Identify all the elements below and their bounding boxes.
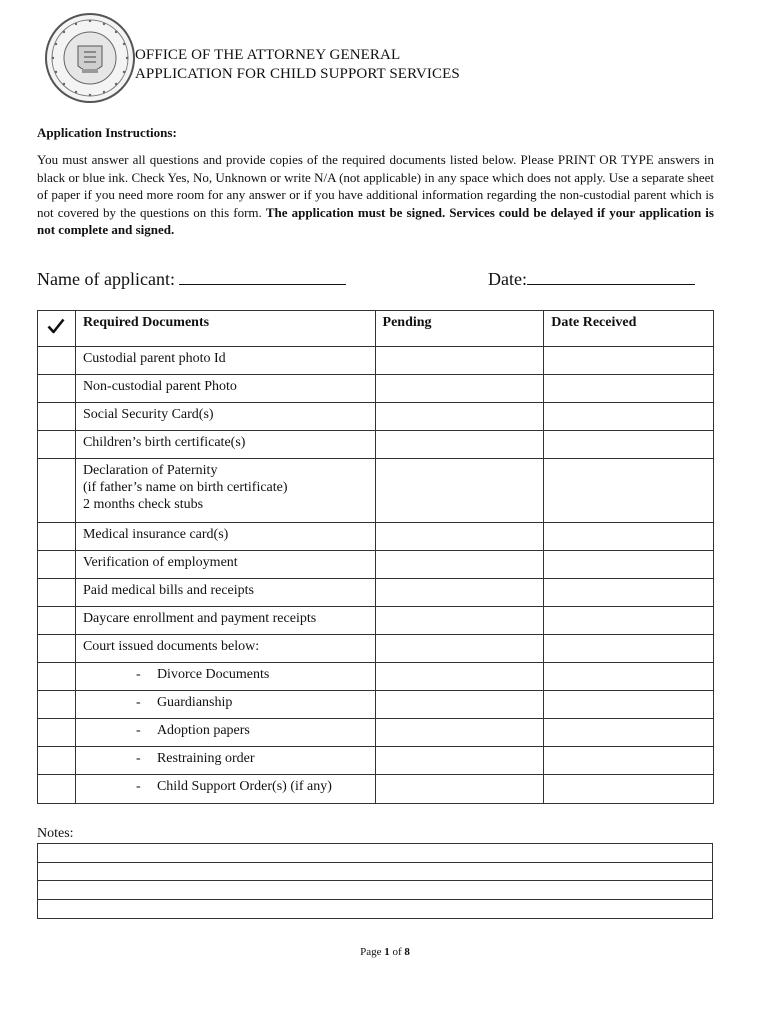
date-received-cell[interactable]: [544, 523, 714, 551]
document-name: Divorce Documents: [156, 667, 270, 682]
notes-line[interactable]: [38, 844, 712, 863]
document-name: Guardianship: [156, 695, 233, 710]
document-name: Verification of employment: [82, 555, 238, 570]
instructions-heading: Application Instructions:: [37, 125, 177, 140]
pending-cell[interactable]: [375, 375, 544, 403]
applicant-name-field[interactable]: [179, 269, 346, 285]
list-dash: -: [135, 751, 141, 766]
document-name-cell: [75, 375, 375, 403]
document-name: Court issued documents below:: [82, 639, 260, 654]
document-name-cell: [75, 691, 375, 719]
pending-header: Pending: [375, 311, 544, 347]
check-cell[interactable]: [38, 403, 76, 431]
check-cell[interactable]: [38, 635, 76, 663]
date-received-cell[interactable]: [544, 775, 714, 804]
pending-cell[interactable]: [375, 403, 544, 431]
check-column-header: [38, 311, 76, 347]
document-name: Declaration of Paternity: [82, 463, 218, 478]
pending-cell[interactable]: [375, 747, 544, 775]
document-name: Child Support Order(s) (if any): [156, 779, 332, 794]
table-row: [38, 431, 714, 459]
document-name: Custodial parent photo Id: [82, 351, 226, 366]
page-word: Page: [360, 946, 382, 958]
pending-cell[interactable]: [375, 347, 544, 375]
document-name: Social Security Card(s): [82, 407, 214, 422]
office-title: OFFICE OF THE ATTORNEY GENERAL: [135, 47, 401, 63]
pending-cell[interactable]: [375, 691, 544, 719]
table-row: [38, 403, 714, 431]
document-name: Daycare enrollment and payment receipts: [82, 611, 317, 626]
check-cell[interactable]: [38, 459, 76, 523]
date-received-cell[interactable]: [544, 431, 714, 459]
document-name: Adoption papers: [156, 723, 250, 738]
of-word: of: [392, 946, 402, 958]
date-received-cell[interactable]: [544, 607, 714, 635]
notes-box: [37, 843, 713, 919]
notes-label: Notes:: [37, 826, 74, 841]
check-cell[interactable]: [38, 375, 76, 403]
table-row: [38, 347, 714, 375]
attorney-general-seal-icon: [44, 12, 136, 104]
document-name: Paid medical bills and receipts: [82, 583, 254, 598]
table-row: [38, 663, 714, 691]
pending-cell[interactable]: [375, 719, 544, 747]
application-title: APPLICATION FOR CHILD SUPPORT SERVICES: [135, 66, 460, 82]
table-row: [38, 719, 714, 747]
table-row: [38, 459, 714, 523]
document-name-cell: [75, 719, 375, 747]
check-cell[interactable]: [38, 719, 76, 747]
required-documents-table: [37, 310, 714, 804]
document-name-cell: [75, 635, 375, 663]
document-name-cell: [75, 431, 375, 459]
instructions-text: You must answer all questions and provide copies of the required documents listed below. Please PRINT OR TYPE answers in black or blue ink. Check Yes, No, Unknown or write N/A (not applicable) in any space which does not apply. Use a separate sheet of paper if you need more room for any answer or if you have additional information regarding the non-custodial parent which is not covered by the questions on this form.: [37, 152, 714, 220]
document-name-cell: [75, 459, 375, 523]
date-received-cell[interactable]: [544, 347, 714, 375]
document-name-cell: [75, 523, 375, 551]
pending-cell[interactable]: [375, 523, 544, 551]
list-dash: -: [135, 779, 141, 794]
document-title: [135, 46, 460, 84]
document-name: (if father’s name on birth certificate): [82, 480, 288, 495]
table-row: [38, 775, 714, 804]
date-field[interactable]: [527, 269, 695, 285]
checkmark-icon: [47, 323, 65, 338]
check-cell[interactable]: [38, 663, 76, 691]
document-name-cell: [75, 551, 375, 579]
date-received-cell[interactable]: [544, 691, 714, 719]
applicant-name-label: Name of applicant:: [37, 269, 175, 289]
check-cell[interactable]: [38, 691, 76, 719]
table-row: [38, 635, 714, 663]
pending-cell[interactable]: [375, 579, 544, 607]
date-received-cell[interactable]: [544, 459, 714, 523]
document-name-cell: [75, 775, 375, 804]
document-name-cell: [75, 579, 375, 607]
instructions-warning: The application must be signed. Services could be delayed if your application is not complete and signed.: [37, 204, 714, 237]
applicant-name-row: [37, 268, 346, 290]
check-cell[interactable]: [38, 431, 76, 459]
pending-cell[interactable]: [375, 607, 544, 635]
document-name: 2 months check stubs: [82, 497, 204, 512]
pending-cell[interactable]: [375, 635, 544, 663]
check-cell[interactable]: [38, 607, 76, 635]
table-header-row: [38, 311, 714, 347]
list-dash: -: [135, 667, 141, 682]
required-documents-header: Required Documents: [75, 311, 375, 347]
notes-line[interactable]: [38, 900, 712, 919]
check-cell[interactable]: [38, 579, 76, 607]
notes-line[interactable]: [38, 881, 712, 900]
check-cell[interactable]: [38, 747, 76, 775]
check-cell[interactable]: [38, 775, 76, 804]
table-row: [38, 551, 714, 579]
application-date-row: [488, 268, 695, 290]
pending-cell[interactable]: [375, 551, 544, 579]
page-number: [0, 946, 770, 958]
date-received-cell[interactable]: [544, 551, 714, 579]
instructions-body: [37, 151, 714, 239]
document-name-cell: [75, 347, 375, 375]
document-name-cell: [75, 747, 375, 775]
date-received-cell[interactable]: [544, 719, 714, 747]
document-name: Non-custodial parent Photo: [82, 379, 237, 394]
check-cell[interactable]: [38, 551, 76, 579]
table-row: [38, 375, 714, 403]
list-dash: -: [135, 695, 141, 710]
table-row: [38, 579, 714, 607]
table-row: [38, 523, 714, 551]
date-received-cell[interactable]: [544, 579, 714, 607]
pending-cell[interactable]: [375, 431, 544, 459]
document-name-cell: [75, 607, 375, 635]
date-received-cell[interactable]: [544, 403, 714, 431]
table-row: [38, 691, 714, 719]
date-received-cell[interactable]: [544, 635, 714, 663]
document-name: Children’s birth certificate(s): [82, 435, 246, 450]
date-received-cell[interactable]: [544, 663, 714, 691]
page-total: 8: [404, 946, 410, 958]
table-row: [38, 607, 714, 635]
notes-line[interactable]: [38, 863, 712, 882]
date-received-cell[interactable]: [544, 747, 714, 775]
list-dash: -: [135, 723, 141, 738]
document-name: Restraining order: [156, 751, 255, 766]
application-instructions: [37, 125, 714, 239]
page-current: 1: [384, 946, 390, 958]
date-label: Date:: [488, 269, 527, 289]
date-received-header: Date Received: [544, 311, 714, 347]
table-row: [38, 747, 714, 775]
document-name: Medical insurance card(s): [82, 527, 229, 542]
date-received-cell[interactable]: [544, 375, 714, 403]
pending-cell[interactable]: [375, 459, 544, 523]
document-name-cell: [75, 663, 375, 691]
check-cell[interactable]: [38, 523, 76, 551]
document-name-cell: [75, 403, 375, 431]
check-cell[interactable]: [38, 347, 76, 375]
pending-cell[interactable]: [375, 775, 544, 804]
pending-cell[interactable]: [375, 663, 544, 691]
